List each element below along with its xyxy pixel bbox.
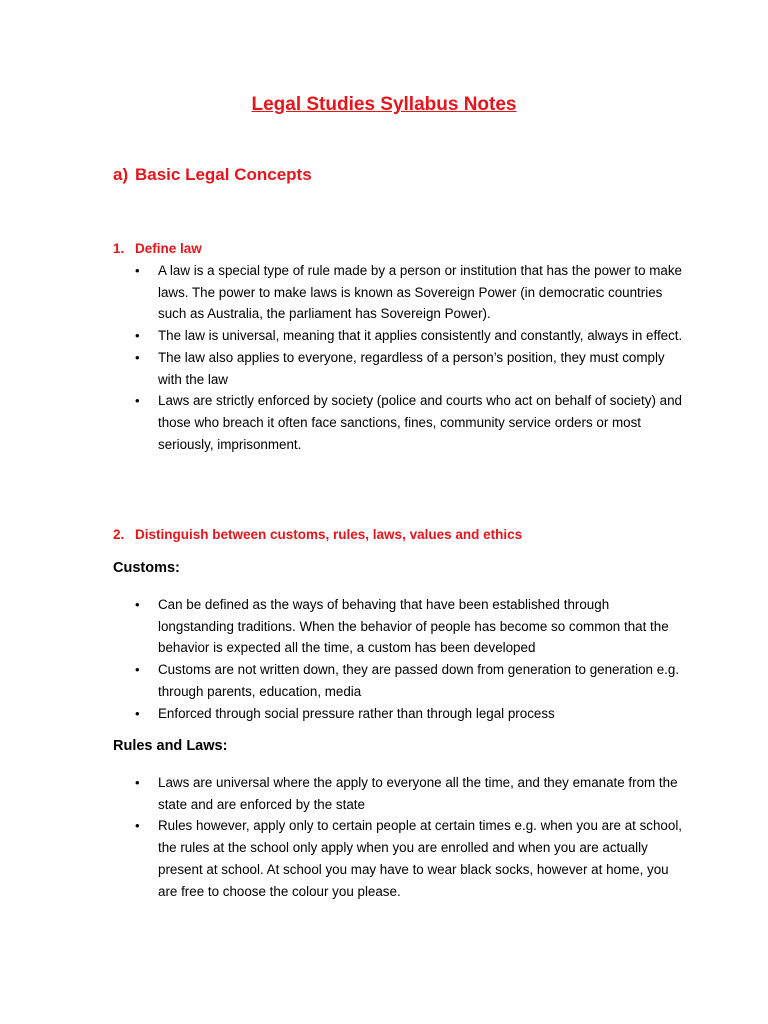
- list-item-text: The law also applies to everyone, regardless of a person’s position, they must comply with the law: [158, 349, 665, 387]
- list-item-text: Laws are universal where the apply to everyone all the time, and they emanate from the state and are enforced by the state: [158, 775, 678, 812]
- bullet-icon: •: [135, 775, 140, 790]
- list-item: [135, 260, 683, 325]
- bullet-icon: •: [135, 818, 140, 834]
- document-title: Legal Studies Syllabus Notes: [251, 94, 517, 115]
- bullet-icon: •: [135, 263, 140, 278]
- list-item-text: The law is universal, meaning that it applies consistently and constantly, always in effect.: [158, 328, 683, 344]
- section-a-marker: a): [113, 165, 129, 184]
- list-item: [135, 594, 683, 659]
- item-1-title: Define law: [135, 241, 202, 256]
- bullet-icon: •: [135, 705, 140, 721]
- list-item-text: Enforced through social pressure rather than through legal process: [158, 705, 555, 721]
- bullet-icon: •: [135, 393, 140, 409]
- customs-heading: Customs:: [113, 560, 180, 576]
- bullet-icon: •: [135, 349, 140, 365]
- section-a-title: Basic Legal Concepts: [135, 165, 312, 184]
- item-2-heading: [113, 527, 522, 542]
- bullet-icon: •: [135, 328, 140, 344]
- list-item: [135, 772, 683, 815]
- bullet-icon: •: [135, 597, 140, 612]
- list-item-text: Can be defined as the ways of behaving that have been established through longstanding traditions. When the behavior of people has become so common that the behavior is expected all the time, a custom has been developed: [158, 597, 669, 656]
- item-2-title: Distinguish between customs, rules, laws, values and ethics: [135, 527, 523, 542]
- item-1-number: 1.: [113, 241, 125, 256]
- rules-and-laws-heading: Rules and Laws:: [113, 738, 228, 754]
- list-item-text: Customs are not written down, they are passed down from generation to generation e.g. through parents, education, media: [158, 662, 680, 699]
- list-item: [135, 325, 683, 347]
- list-item: [135, 659, 683, 702]
- list-item-text: Laws are strictly enforced by society (police and courts who act on behalf of society) and those who breach it often face sanctions, fines, community service orders or most seriously, imprisonment.: [158, 393, 682, 452]
- list-item-text: Rules however, apply only to certain people at certain times e.g. when you are at school, the rules at the school only apply when you are enrolled and when you are actually present at school. At school you may have to wear black socks, however at home, you are free to choose the colour you please.: [158, 818, 683, 899]
- list-item: [135, 703, 683, 725]
- rules-and-laws-list: [135, 772, 683, 902]
- define-law-list: [135, 260, 683, 455]
- section-a-heading: [113, 165, 312, 185]
- list-item: [135, 347, 683, 390]
- list-item: [135, 390, 683, 455]
- list-item-text: A law is a special type of rule made by a person or institution that has the power to make laws. The power to make laws is known as Sovereign Power (in democratic countries such as Australia, the parliament has Sovereign Power).: [158, 263, 683, 322]
- item-1-heading: [113, 241, 202, 256]
- customs-list: [135, 594, 683, 724]
- bullet-icon: •: [135, 662, 140, 678]
- list-item: [135, 815, 683, 902]
- item-2-number: 2.: [113, 527, 125, 542]
